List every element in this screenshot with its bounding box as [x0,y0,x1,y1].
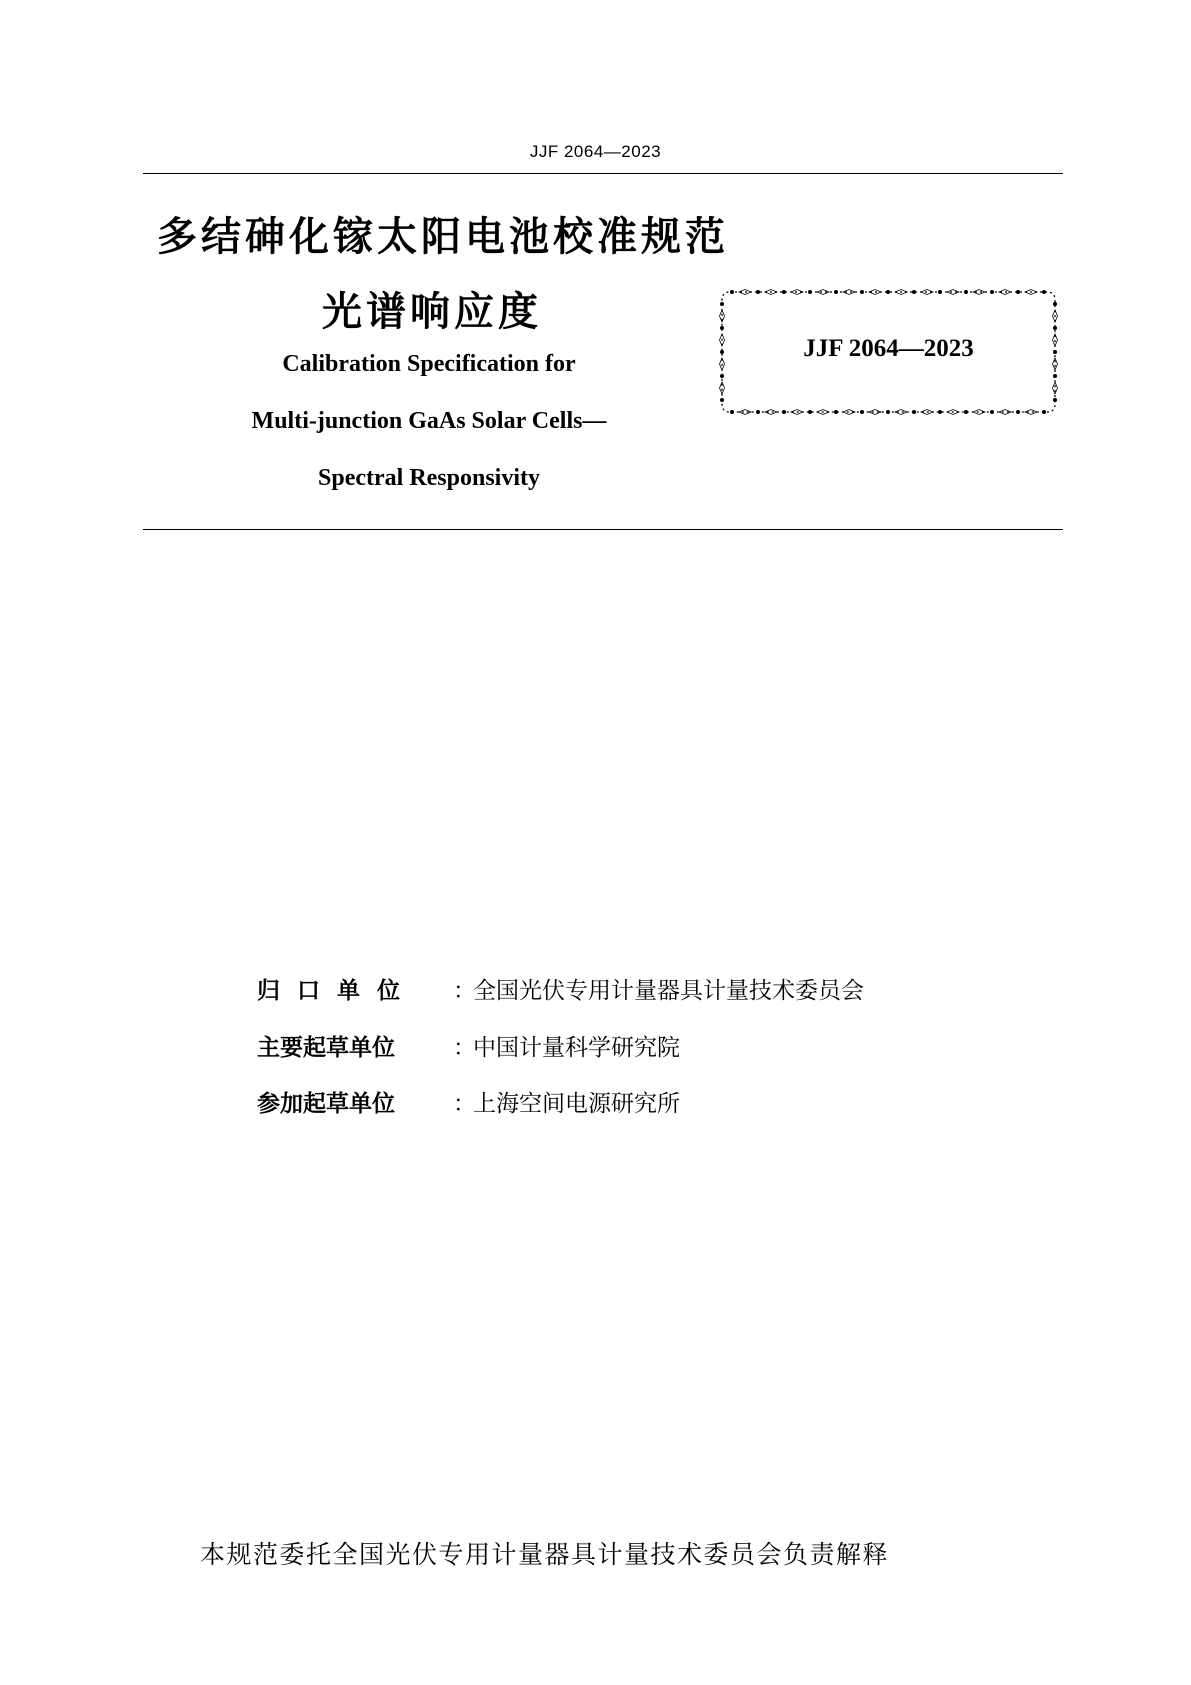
org-row-responsible [257,972,864,1005]
border-diamond [973,290,985,295]
border-dot [730,410,734,414]
border-dot [1053,302,1057,306]
title-english-line-3: Spectral Responsivity [318,465,540,491]
border-dot [720,374,724,378]
border-dot [1016,290,1020,294]
title-english-line-2: Multi-junction GaAs Solar Cells— [251,408,607,434]
border-dot [1053,398,1057,402]
org-colon: ： [453,978,476,1004]
org-row-main-drafter [257,1029,680,1062]
org-row-participating-drafter [257,1085,680,1118]
border-dot [730,290,734,294]
border-dot [1053,326,1057,330]
standard-code-box-text: JJF 2064—2023 [803,335,974,362]
border-dot [834,410,838,414]
border-diamond [843,290,855,295]
subtitle-chinese: 光谱响应度 [322,289,542,335]
border-dot [938,410,942,414]
border-dot [1016,410,1020,414]
border-dot [756,410,760,414]
header-standard-code: JJF 2064—2023 [529,142,662,161]
org-label: 主要起草单位 [257,1035,395,1061]
border-dot [756,290,760,294]
border-dot [808,410,812,414]
border-dot [938,290,942,294]
border-diamond [817,290,829,295]
border-dot [834,290,838,294]
border-dot [808,290,812,294]
border-dot [1053,374,1057,378]
footer-interpretation-note: 本规范委托全国光伏专用计量器具计量技术委员会负责解释 [200,1540,890,1569]
title-chinese: 多结砷化镓太阳电池校准规范 [157,214,729,260]
title-english-line-1: Calibration Specification for [282,351,576,377]
border-diamond [720,310,725,322]
border-diamond [947,290,959,295]
org-value: 中国计量科学研究院 [473,1035,680,1061]
border-dot [1042,290,1046,294]
border-diamond [999,410,1011,415]
border-dot [782,290,786,294]
border-dot [720,302,724,306]
org-value: 全国光伏专用计量器具计量技术委员会 [473,978,864,1004]
border-dot [720,398,724,402]
org-value: 上海空间电源研究所 [473,1091,680,1117]
top-divider [143,173,1063,174]
border-dot [860,290,864,294]
border-dot [964,290,968,294]
standard-code-box [718,288,1059,416]
org-label: 归口单位 [257,978,417,1004]
border-dot [720,326,724,330]
border-dot [990,290,994,294]
border-dot [886,410,890,414]
border-dot [990,410,994,414]
border-dot [964,410,968,414]
border-diamond [869,410,881,415]
border-dot [912,290,916,294]
border-dot [912,410,916,414]
border-dot [782,410,786,414]
border-dot [886,290,890,294]
org-label: 参加起草单位 [257,1091,395,1117]
border-dot [860,410,864,414]
bottom-divider [143,529,1063,530]
border-dot [1042,410,1046,414]
org-colon: ： [453,1091,476,1117]
border-diamond [739,410,751,415]
org-colon: ： [453,1035,476,1061]
